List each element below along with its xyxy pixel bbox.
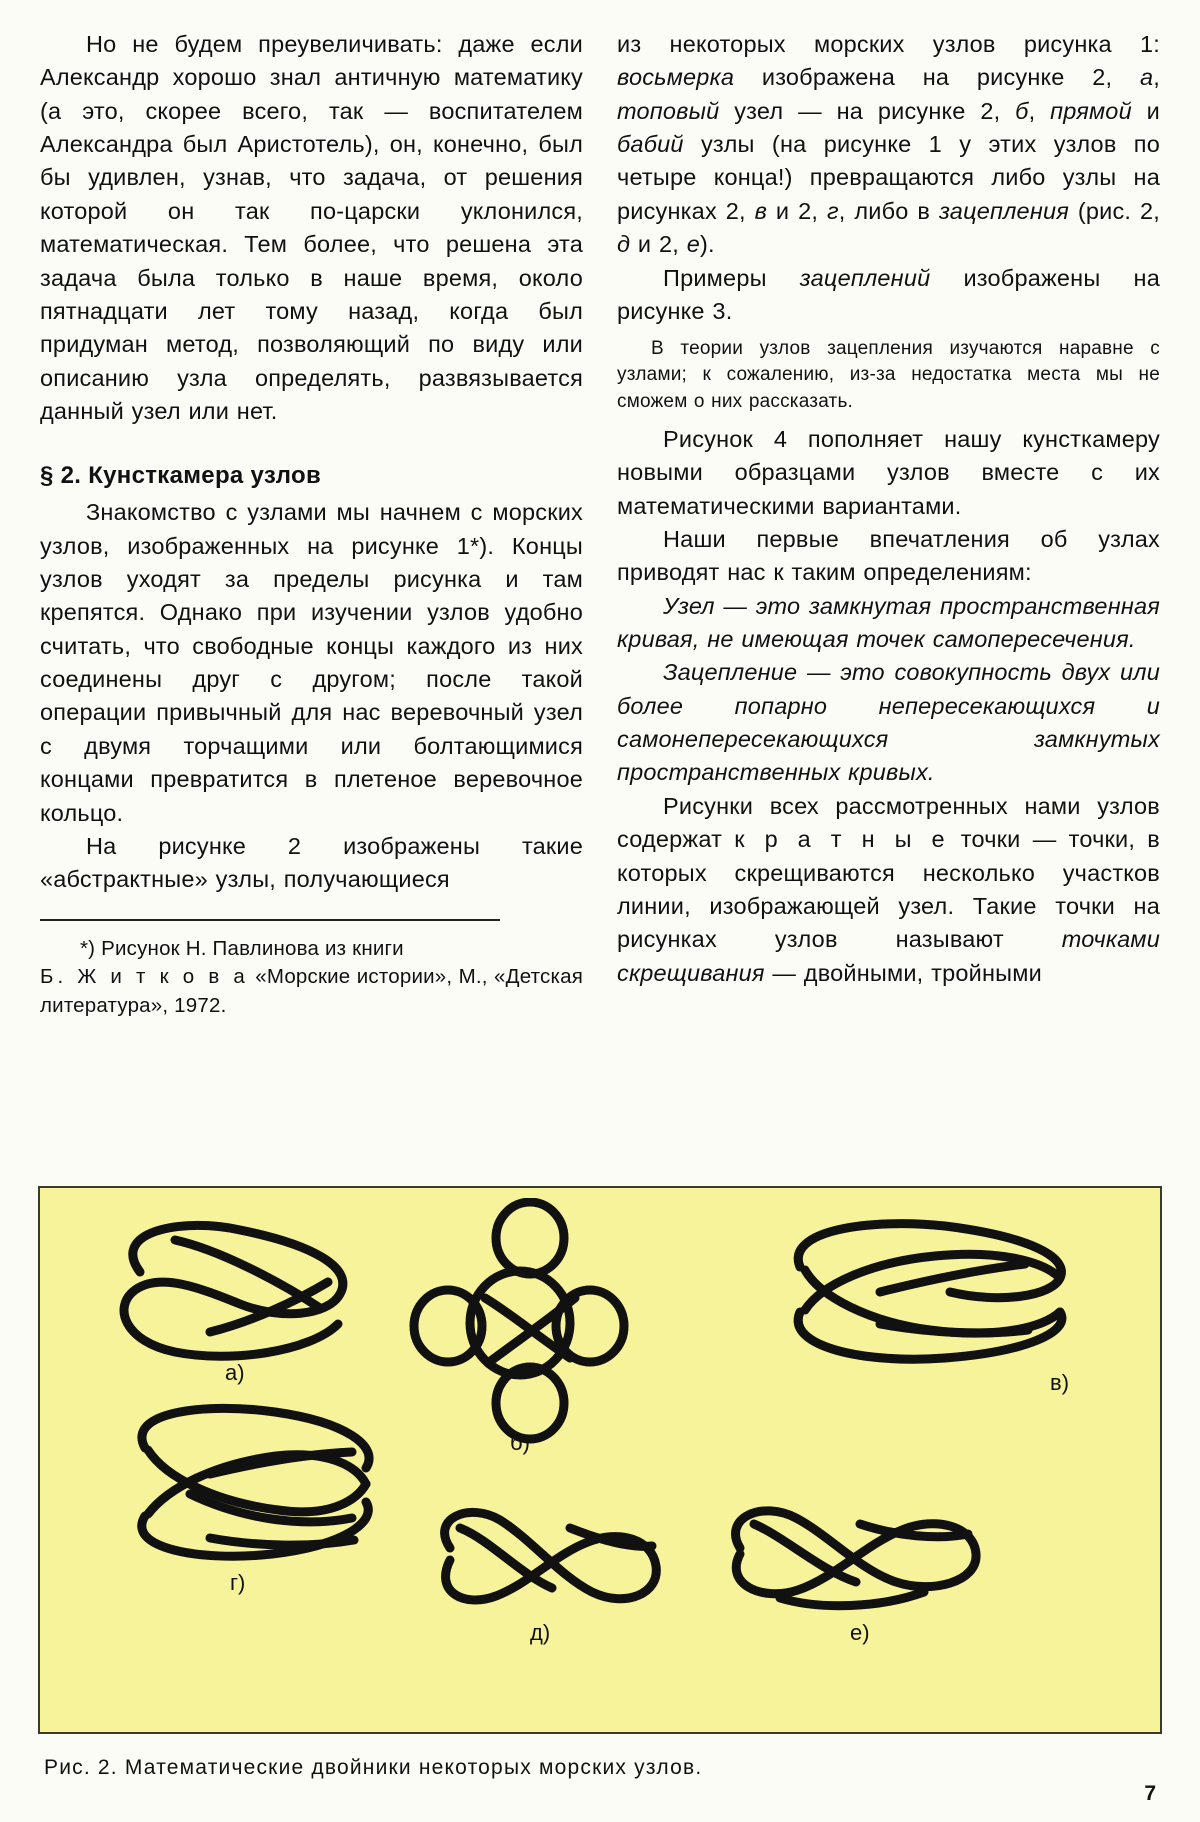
r1-it10: д	[617, 231, 631, 258]
r1-it6: бабий	[617, 131, 684, 158]
paragraph-left-3: На рисунке 2 изображены такие «абстрактные» узлы, получающиеся	[40, 832, 583, 893]
knot-diagram-d	[420, 1488, 680, 1645]
r1-e: ,	[1028, 97, 1051, 124]
footnote-text-3: «Морские истории», М., «Детская литература», 1972.	[40, 965, 583, 1017]
figure-2	[38, 1186, 1162, 1734]
r1-h: и 2,	[767, 197, 827, 224]
r1-it2: а	[1139, 64, 1154, 91]
r2-it: зацеплений	[799, 264, 931, 291]
footnote-marker: *)	[80, 936, 96, 960]
footnote-text-1: Рисунок Н. Павлинова	[101, 936, 320, 960]
two-column-body	[40, 28, 1160, 1021]
paragraph-right-1	[617, 28, 1160, 262]
paragraph-right-2	[617, 262, 1160, 329]
r2-b: изображены на рисунке 3.	[617, 264, 1160, 324]
definition-knot	[617, 590, 1160, 657]
knot-label-a: а)	[225, 1360, 245, 1385]
paragraph-left-1: Но не будем преувеличивать: даже если Александр хорошо знал античную математику (а это, скорее всего, так — воспитателем Александра был Аристотель), он, конечно, был бы удивлен, узнав, что задача, от решения которой он так по-царски уклонился, математическая. Тем более, что решена эта задача была только в наше время, около пятнадцати лет тому назад, когда был придуман метод, позволяющий по виду или описанию узла определять, развязывается данный узел или нет.	[40, 31, 583, 424]
r1-a: из некоторых морских узлов рисунка 1:	[617, 31, 1160, 57]
paragraph-right-3: Рисунок 4 пополняет нашу кунсткамеру новыми образцами узлов вместе с их математическими вариантами.	[617, 425, 1160, 519]
page-number: 7	[1144, 1782, 1156, 1805]
knot-label-d: д)	[530, 1620, 551, 1645]
r1-b: изображена на рисунке 2,	[734, 64, 1140, 91]
definition-link	[617, 656, 1160, 789]
r1-d: узел — на рисунке 2,	[719, 97, 1016, 124]
r5-c: — двойными, тройными	[764, 959, 1042, 986]
r1-it11: е	[686, 231, 700, 258]
knot-diagram-v	[760, 1212, 1090, 1395]
knot-label-g: г)	[230, 1570, 246, 1595]
r1-k: и 2,	[630, 231, 687, 258]
footnote-divider	[40, 919, 500, 921]
r1-it5: прямой	[1050, 97, 1132, 124]
r1-l: ).	[700, 231, 715, 258]
r5-it: точками скрещивания	[617, 926, 1160, 986]
paragraph-right-5	[617, 790, 1160, 990]
r1-j: (рис. 2,	[1068, 197, 1160, 224]
left-column	[40, 28, 583, 1021]
r1-c: ,	[1153, 64, 1160, 91]
r1-it4: б	[1015, 97, 1029, 124]
r1-f: и	[1131, 97, 1160, 124]
r1-it3: топовый	[617, 97, 720, 124]
def2-term: Зацепление	[663, 659, 798, 686]
r1-it9: зацепления	[938, 197, 1069, 224]
footnote	[40, 935, 583, 1021]
r1-it7: в	[754, 197, 768, 224]
def1-rest: — это замкнутая пространственная кривая, не имеющая точек самопересечения.	[617, 592, 1160, 653]
r1-g: узлы (на рисунке 1 у этих узлов по четыре конца!) превращаются либо узлы на рисунках 2,	[617, 131, 1160, 224]
r5-b: точки — точки, в которых скрещиваются несколько участков линии, изображающей узел. Такие точки на рисунках узлов называют	[617, 826, 1160, 953]
knot-diagram-a	[80, 1212, 380, 1385]
r5-a: Рисунки всех рассмотренных нами узлов содержат	[617, 792, 1160, 853]
paragraph-right-4: Наши первые впечатления об узлах приводят нас к таким определениям:	[617, 525, 1160, 586]
r1-it1: восьмерка	[617, 64, 735, 91]
def1-term: Узел	[663, 592, 715, 619]
knot-diagram-e	[710, 1478, 1010, 1643]
section-heading: § 2. Кунсткамера узлов	[40, 462, 322, 490]
right-column	[617, 28, 1160, 1021]
r1-i: , либо в	[838, 197, 939, 224]
r5-spaced: к р а т н ы е	[734, 826, 949, 853]
def2-rest: — это совокупность двух или более попарно непересекающихся и самонепересекающихся замкнутых пространственных кривых.	[617, 659, 1160, 786]
r2-a: Примеры	[663, 264, 800, 291]
knot-label-v: в)	[1050, 1370, 1070, 1395]
small-note: В теории узлов зацепления изучаются наравне с узлами; к сожалению, из-за недостатка места мы не сможем о них рассказать.	[617, 338, 1160, 412]
knot-diagram-g	[90, 1398, 390, 1595]
knot-label-e: е)	[850, 1620, 870, 1645]
footnote-author: Б. Ж и т к о в а	[40, 965, 249, 989]
footnote-text-2: из книги	[325, 936, 404, 960]
paragraph-left-2: Знакомство с узлами мы начнем с морских узлов, изображенных на рисунке 1*). Концы узлов уходят за пределы рисунка и там крепятся. Однако при изучении узлов удобно считать, что свободные концы каждого из них соединены друг с другом; после такой операции привычный для нас веревочный узел с двумя торчащими или болтающимися концами превратится в плетеное веревочное кольцо.	[40, 499, 583, 826]
knot-diagram-b	[390, 1198, 650, 1455]
r1-it8: г	[826, 197, 839, 224]
knot-label-b: б)	[510, 1430, 530, 1455]
figure-caption: Рис. 2. Математические двойники некоторых морских узлов.	[44, 1756, 703, 1779]
